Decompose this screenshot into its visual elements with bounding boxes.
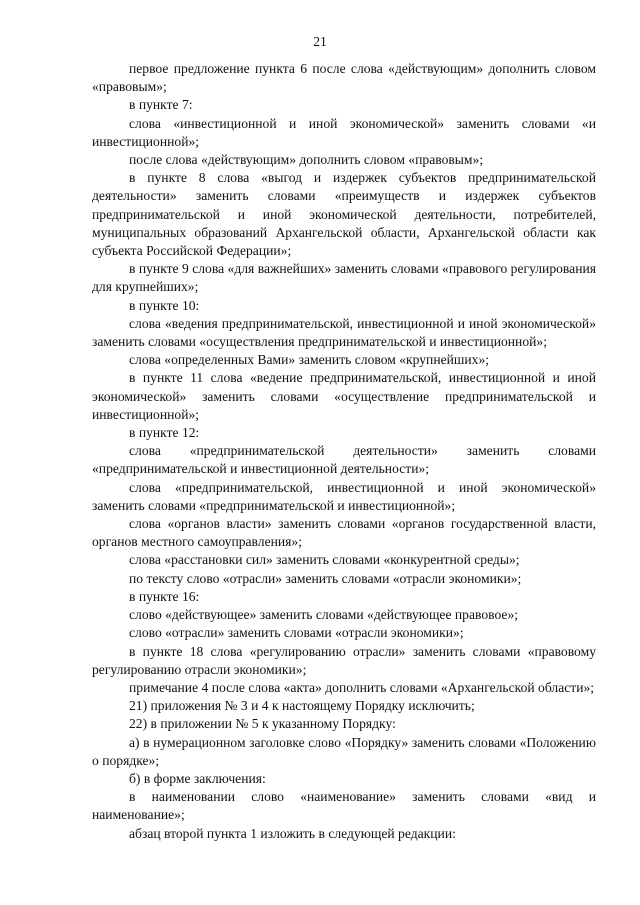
paragraph: слова «инвестиционной и иной экономической» заменить словами «и инвестиционной»; bbox=[92, 115, 596, 149]
paragraph: слово «отрасли» заменить словами «отрасли экономики»; bbox=[129, 625, 464, 641]
paragraph: слова «ведения предпринимательской, инвестиционной и иной экономической» заменить словами «осуществления предпринимательской и инвестиционной»; bbox=[92, 315, 596, 350]
paragraph: в пункте 7: bbox=[129, 97, 193, 113]
document-body bbox=[92, 60, 596, 843]
page-number: 21 bbox=[313, 34, 327, 49]
paragraph: в пункте 9 слова «для важнейших» заменить словами «правового регулирования для крупнейших»; bbox=[92, 261, 596, 295]
paragraph: слова «определенных Вами» заменить словом «крупнейших»; bbox=[129, 352, 490, 368]
paragraph: по тексту слово «отрасли» заменить словами «отрасли экономики»; bbox=[129, 570, 522, 586]
paragraph: абзац второй пункта 1 изложить в следующей редакции: bbox=[129, 825, 456, 841]
paragraph: в пункте 11 слова «ведение предпринимательской, инвестиционной и иной экономической» заменить словами «осуществление предпринимательской и инвестиционной»; bbox=[92, 370, 596, 422]
paragraph: в пункте 12: bbox=[129, 425, 200, 441]
paragraph: в пункте 18 слова «регулированию отрасли» заменить словами «правовому регулированию отрасли экономики»; bbox=[92, 643, 596, 677]
paragraph: слова «предпринимательской деятельности» заменить словами «предпринимательской и инвестиционной деятельности»; bbox=[92, 443, 596, 477]
paragraph: б) в форме заключения: bbox=[129, 770, 266, 786]
paragraph: в пункте 8 слова «выгод и издержек субъектов предпринимательской деятельности» заменить словами «преимуществ и издержек субъектов предпринимательской и иной экономической деятельности, потребителей, муниципальных образований Архангельской области, Архангельской области как субъекта Российской Федерации»; bbox=[92, 170, 596, 259]
paragraph: слова «органов власти» заменить словами «органов государственной власти, органов местного самоуправления»; bbox=[92, 516, 596, 550]
paragraph: в пункте 16: bbox=[129, 588, 200, 604]
paragraph: примечание 4 после слова «акта» дополнить словами «Архангельской области»; bbox=[129, 679, 595, 695]
paragraph: в пункте 10: bbox=[129, 297, 200, 313]
paragraph: 22) в приложении № 5 к указанному Порядку: bbox=[129, 716, 396, 732]
paragraph: первое предложение пункта 6 после слова «действующим» дополнить словом «правовым»; bbox=[92, 61, 596, 95]
paragraph: слово «действующее» заменить словами «действующее правовое»; bbox=[129, 607, 519, 623]
paragraph: слова «предпринимательской, инвестиционной и иной экономической» заменить словами «предпринимательской и инвестиционной»; bbox=[92, 479, 596, 513]
paragraph: в наименовании слово «наименование» заменить словами «вид и наименование»; bbox=[92, 789, 596, 823]
paragraph: 21) приложения № 3 и 4 к настоящему Порядку исключить; bbox=[129, 698, 475, 714]
paragraph: а) в нумерационном заголовке слово «Порядку» заменить словами «Положению о порядке»; bbox=[92, 734, 596, 768]
paragraph: после слова «действующим» дополнить словом «правовым»; bbox=[129, 152, 484, 168]
paragraph: слова «расстановки сил» заменить словами «конкурентной среды»; bbox=[129, 552, 520, 568]
